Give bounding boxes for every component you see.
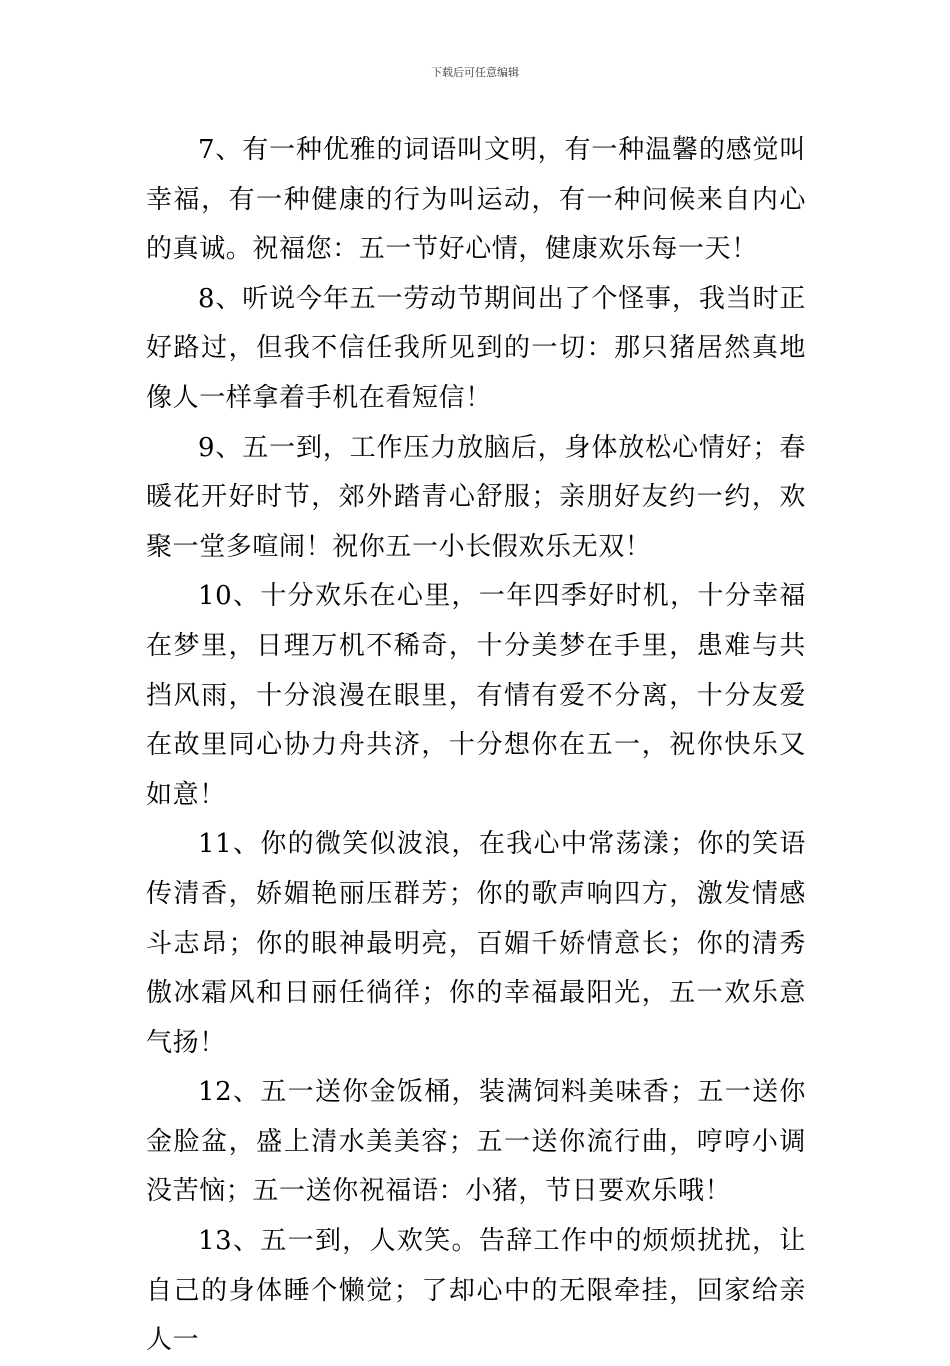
paragraph-7: 7、有一种优雅的词语叫文明，有一种温馨的感觉叫幸福，有一种健康的行为叫运动，有一种问候来自内心的真诚。祝福您：五一节好心情，健康欢乐每一天！	[146, 135, 806, 265]
paragraph-11: 11、你的微笑似波浪，在我心中常荡漾；你的笑语传清香，娇媚艳丽压群芳；你的歌声响四方，激发情感斗志昂；你的眼神最明亮，百媚千娇情意长；你的清秀傲冰霜风和日丽任徜徉；你的幸福最阳光，五一欢乐意气扬！	[146, 829, 806, 1058]
document-body	[146, 126, 806, 1366]
header-note: 下载后可任意编辑	[431, 66, 519, 79]
paragraph-8: 8、听说今年五一劳动节期间出了个怪事，我当时正好路过，但我不信任我所见到的一切：那只猪居然真地像人一样拿着手机在看短信！	[146, 283, 806, 413]
paragraph-10: 10、十分欢乐在心里，一年四季好时机，十分幸福在梦里，日理万机不稀奇，十分美梦在手里，患难与共挡风雨，十分浪漫在眼里，有情有爱不分离，十分友爱在故里同心协力舟共济，十分想你在五一，祝你快乐又如意！	[146, 581, 806, 810]
paragraph-9: 9、五一到，工作压力放脑后，身体放松心情好；春暖花开好时节，郊外踏青心舒服；亲朋好友约一约，欢聚一堂多喧闹！祝你五一小长假欢乐无双！	[146, 432, 806, 562]
paragraph-12: 12、五一送你金饭桶，装满饲料美味香；五一送你金脸盆，盛上清水美美容；五一送你流行曲，哼哼小调没苦恼；五一送你祝福语：小猪，节日要欢乐哦！	[146, 1077, 806, 1207]
paragraph-13: 13、五一到，人欢笑。告辞工作中的烦烦扰扰，让自己的身体睡个懒觉；了却心中的无限牵挂，回家给亲人一	[146, 1226, 806, 1356]
